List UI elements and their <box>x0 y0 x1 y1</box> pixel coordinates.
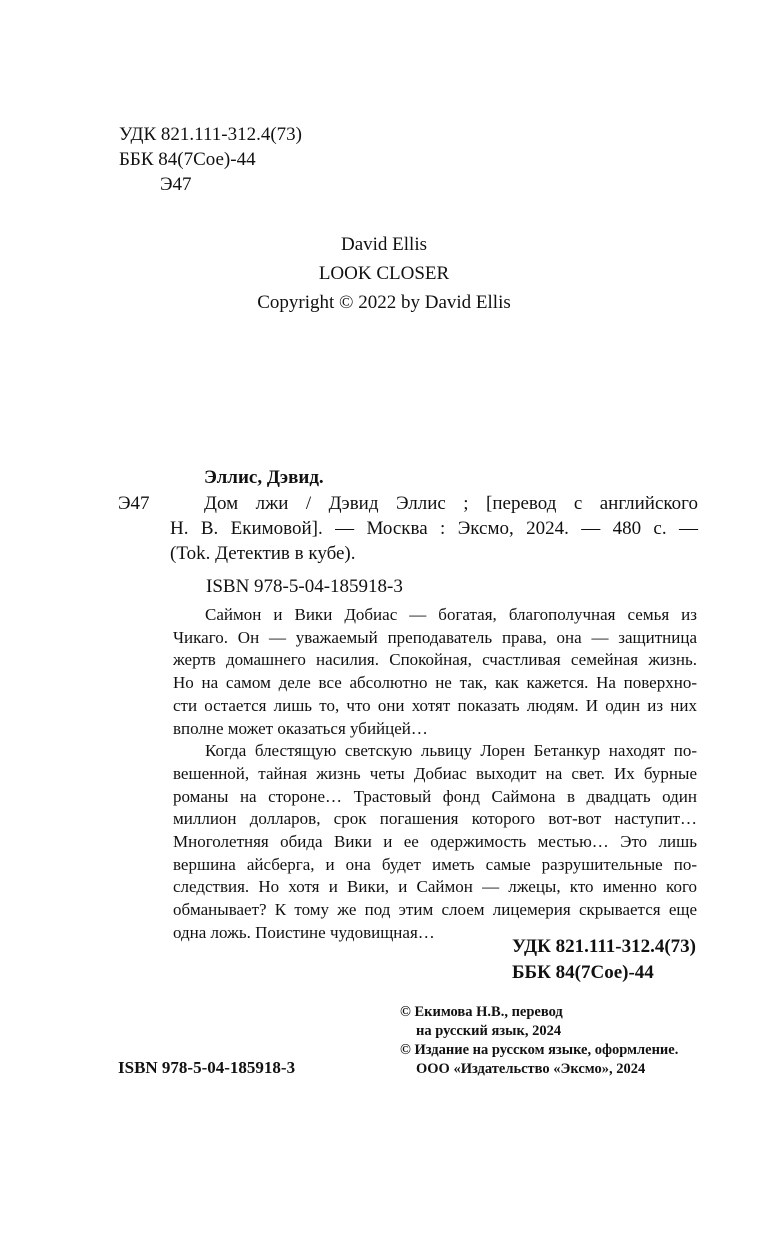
annotation-line: Чикаго. Он — уважаемый преподаватель права, она — защитница <box>173 627 697 647</box>
original-author: David Ellis <box>340 234 428 255</box>
catalog-isbn: ISBN 978-5-04-185918-3 <box>206 576 403 597</box>
catalog-title-block <box>170 491 698 566</box>
annotation-line: Когда блестящую светскую львицу Лорен Бетанкур находят по- <box>205 741 697 761</box>
catalog-title-line <box>170 491 698 516</box>
annotation-line: миллион долларов, срок погашения которого вот-вот наступит… <box>173 809 697 829</box>
udk-bottom: УДК 821.111-312.4(73) <box>512 936 697 957</box>
catalog-author-mark: Э47 <box>118 493 150 514</box>
copyright-translation-2: на русский язык, 2024 <box>416 1023 562 1039</box>
catalog-title-text: Н. В. Екимовой]. — Москва : Эксмо, 2024. — 480 с. — <box>170 518 698 539</box>
annotation-line: вполне может оказаться убийцей… <box>173 718 428 738</box>
annotation-line: следствия. Но хотя и Вики, и Саймон — лжецы, кто именно кого <box>173 877 697 897</box>
copyrights <box>400 1003 678 1079</box>
annotation-paragraph-2 <box>173 740 697 944</box>
catalog-author-heading: Эллис, Дэвид. <box>204 467 324 488</box>
original-title: LOOK CLOSER <box>318 263 450 284</box>
bbk-top: ББК 84(7Сое)-44 <box>119 149 256 170</box>
annotation-line: Но на самом деле все абсолютно не так, как кажется. На поверхно- <box>173 673 697 693</box>
copyright-edition-2: ООО «Издательство «Эксмо», 2024 <box>416 1061 646 1077</box>
copyright-edition-1: © Издание на русском языке, оформление. <box>400 1042 679 1058</box>
annotation-line: одна ложь. Поистине чудовищная… <box>173 922 435 942</box>
udk-top: УДК 821.111-312.4(73) <box>119 124 302 145</box>
annotation-line: вешенной, тайная жизнь четы Добиас выходит на свет. Их бурные <box>173 763 697 783</box>
annotation-line: Саймон и Вики Добиас — богатая, благополучная семья из <box>205 605 697 624</box>
catalog-title-line <box>170 541 698 566</box>
annotation-line: жертв домашнего насилия. Спокойная, счастливая семейная жизнь. <box>173 650 697 670</box>
catalog-title-text: (Tok. Детектив в кубе). <box>170 543 356 564</box>
annotation-line: сти остается лишь то, что они хотят показать людям. И один из них <box>173 695 697 715</box>
annotation-line: вершина айсберга, и она будет иметь самые разрушительные по- <box>173 854 697 874</box>
isbn-bottom: ISBN 978-5-04-185918-3 <box>118 1058 296 1077</box>
annotation-line: обманывает? К тому же под этим слоем лицемерия скрывается еще <box>173 900 697 920</box>
annotation <box>173 604 697 945</box>
original-copyright: Copyright © 2022 by David Ellis <box>257 292 511 313</box>
annotation-line: Многолетняя обида Вики и ее одержимость местью… Это лишь <box>173 832 697 852</box>
copyright-translation-1: © Екимова Н.В., перевод <box>400 1004 563 1020</box>
catalog-title-line <box>170 516 698 541</box>
author-mark-top: Э47 <box>160 174 192 195</box>
annotation-paragraph-1 <box>173 604 697 740</box>
bbk-bottom: ББК 84(7Сое)-44 <box>512 962 654 983</box>
annotation-line: романы на стороне… Трастовый фонд Саймона в двадцать один <box>173 786 697 806</box>
catalog-title-text: Дом лжи / Дэвид Эллис ; [перевод с английского <box>204 493 698 514</box>
